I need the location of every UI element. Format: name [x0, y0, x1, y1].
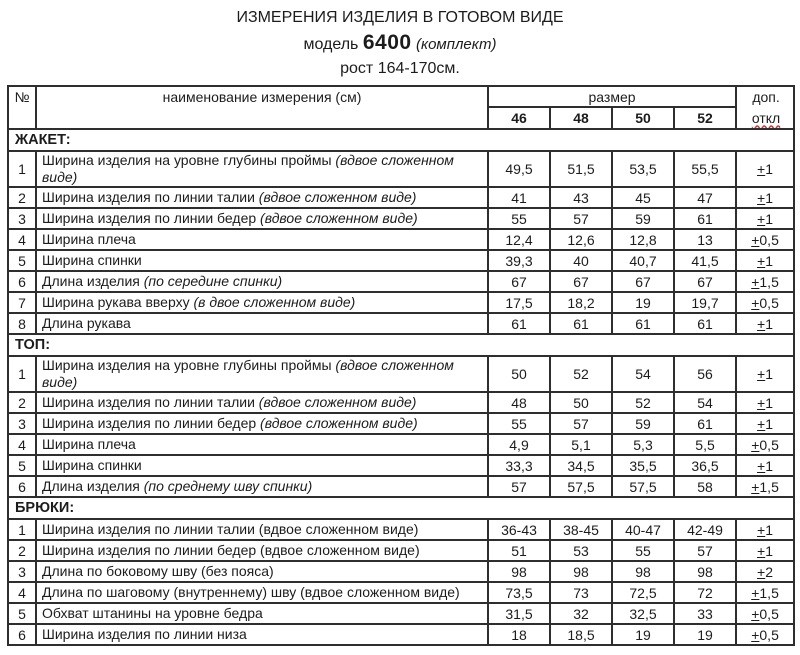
measurement-name-text: Длина изделия: [42, 478, 144, 495]
measurement-name-text: Ширина изделия на уровне глубины проймы: [42, 152, 336, 169]
measurement-name-text: Ширина спинки: [42, 252, 142, 269]
cell-tolerance: +0,5: [736, 624, 794, 645]
cell-tolerance: +1: [736, 208, 794, 229]
cell-tolerance: +0,5: [736, 434, 794, 455]
cell-tolerance: +1,5: [736, 582, 794, 603]
cell-size-value-50: 59: [612, 413, 674, 434]
measurement-name-text: Ширина изделия по линии бедер: [42, 415, 261, 432]
cell-measurement-name: [36, 413, 488, 434]
cell-tolerance: +1: [736, 519, 794, 540]
cell-measurement-name: [36, 292, 488, 313]
cell-size-value-48: 43: [550, 187, 612, 208]
cell-measurement-name: [36, 151, 488, 187]
section-label: ЖАКЕТ:: [8, 129, 794, 151]
cell-row-number: 2: [8, 540, 36, 561]
measurement-name-text: Ширина изделия на уровне глубины проймы: [42, 357, 336, 374]
cell-size-value-46: 55: [488, 413, 550, 434]
table-row: [8, 313, 794, 334]
cell-row-number: 5: [8, 603, 36, 624]
page-title: [0, 0, 800, 80]
table-row: [8, 455, 794, 476]
plus-minus-sign: +: [751, 273, 760, 290]
cell-row-number: 5: [8, 250, 36, 271]
cell-size-value-52: 33: [674, 603, 736, 624]
cell-size-value-50: 57,5: [612, 476, 674, 497]
measurement-name-text: Ширина рукава вверху: [42, 294, 194, 311]
cell-size-value-48: 50: [550, 392, 612, 413]
table-row: [8, 229, 794, 250]
cell-size-value-52: 61: [674, 413, 736, 434]
cell-size-value-50: 19: [612, 624, 674, 645]
cell-size-value-48: 12,6: [550, 229, 612, 250]
cell-size-value-48: 38-45: [550, 519, 612, 540]
plus-minus-sign: +: [757, 563, 766, 580]
table-row: [8, 561, 794, 582]
section-label: ТОП:: [8, 334, 794, 356]
cell-size-value-50: 12,8: [612, 229, 674, 250]
cell-size-value-48: 18,2: [550, 292, 612, 313]
section-row: [8, 497, 794, 519]
table-row: [8, 151, 794, 187]
cell-size-value-52: 55,5: [674, 151, 736, 187]
cell-row-number: 3: [8, 413, 36, 434]
cell-size-value-52: 47: [674, 187, 736, 208]
cell-size-value-52: 19,7: [674, 292, 736, 313]
cell-tolerance: +1: [736, 313, 794, 334]
cell-size-value-50: 40-47: [612, 519, 674, 540]
cell-size-value-48: 5,1: [550, 434, 612, 455]
measurement-name-text: Ширина изделия по линии бедер: [42, 210, 261, 227]
cell-size-value-50: 67: [612, 271, 674, 292]
header-row-1: [8, 86, 794, 107]
cell-measurement-name: [36, 271, 488, 292]
header-tolerance-line1: доп.: [752, 89, 780, 106]
cell-row-number: 1: [8, 151, 36, 187]
cell-size-value-52: 56: [674, 356, 736, 392]
table-row: [8, 292, 794, 313]
cell-size-value-46: 39,3: [488, 250, 550, 271]
table-row: [8, 540, 794, 561]
cell-size-value-46: 18: [488, 624, 550, 645]
measurements-table: [7, 85, 795, 646]
header-size-48: 48: [550, 107, 612, 129]
measurement-name-text: Ширина изделия по линии талии (вдвое сложенном виде): [42, 521, 419, 538]
cell-size-value-48: 67: [550, 271, 612, 292]
cell-size-value-48: 73: [550, 582, 612, 603]
cell-size-value-50: 55: [612, 540, 674, 561]
section-row: [8, 129, 794, 151]
cell-measurement-name: [36, 476, 488, 497]
measurement-name-text: Ширина изделия по линии бедер (вдвое сложенном виде): [42, 542, 420, 559]
plus-minus-sign: +: [757, 366, 766, 383]
cell-tolerance: +1,5: [736, 476, 794, 497]
table-row: [8, 476, 794, 497]
cell-size-value-52: 98: [674, 561, 736, 582]
cell-measurement-name: [36, 624, 488, 645]
cell-measurement-name: [36, 392, 488, 413]
measurement-name-text: Длина по боковому шву (без пояса): [42, 563, 274, 580]
cell-row-number: 5: [8, 455, 36, 476]
model-number: 6400: [362, 31, 412, 55]
header-size: размер: [488, 86, 736, 107]
table-row: [8, 603, 794, 624]
cell-size-value-46: 31,5: [488, 603, 550, 624]
measurement-name-text: Длина рукава: [42, 315, 131, 332]
table-row: [8, 582, 794, 603]
table-row: [8, 434, 794, 455]
table-row: [8, 519, 794, 540]
table-row: [8, 624, 794, 645]
table-row: [8, 250, 794, 271]
cell-size-value-50: 72,5: [612, 582, 674, 603]
cell-tolerance: +1: [736, 455, 794, 476]
cell-tolerance: +0,5: [736, 229, 794, 250]
cell-size-value-50: 54: [612, 356, 674, 392]
table-row: [8, 187, 794, 208]
measurement-name-text: Длина изделия: [42, 273, 144, 290]
cell-row-number: 8: [8, 313, 36, 334]
cell-size-value-46: 4,9: [488, 434, 550, 455]
cell-row-number: 4: [8, 229, 36, 250]
measurement-name-note: (вдвое сложенном виде): [258, 394, 417, 411]
cell-size-value-50: 19: [612, 292, 674, 313]
cell-tolerance: +1: [736, 540, 794, 561]
measurement-name-note: (по середине спинки): [143, 273, 283, 290]
cell-row-number: 2: [8, 392, 36, 413]
cell-size-value-48: 34,5: [550, 455, 612, 476]
cell-tolerance: +2: [736, 561, 794, 582]
cell-size-value-50: 98: [612, 561, 674, 582]
cell-measurement-name: [36, 313, 488, 334]
measurement-name-note: (вдвое сложенном виде): [258, 189, 417, 206]
cell-measurement-name: [36, 603, 488, 624]
cell-tolerance: +1: [736, 151, 794, 187]
plus-minus-sign: +: [757, 252, 766, 269]
cell-size-value-48: 32: [550, 603, 612, 624]
measurement-name-text: Длина по шаговому (внутреннему) шву (вдвое сложенном виде): [42, 584, 460, 601]
cell-size-value-52: 5,5: [674, 434, 736, 455]
cell-measurement-name: [36, 229, 488, 250]
plus-minus-sign: +: [751, 605, 760, 622]
cell-size-value-46: 73,5: [488, 582, 550, 603]
cell-measurement-name: [36, 434, 488, 455]
cell-size-value-50: 45: [612, 187, 674, 208]
table-row: [8, 208, 794, 229]
cell-size-value-52: 13: [674, 229, 736, 250]
cell-size-value-48: 52: [550, 356, 612, 392]
plus-minus-sign: +: [751, 478, 760, 495]
cell-size-value-52: 54: [674, 392, 736, 413]
cell-size-value-48: 57,5: [550, 476, 612, 497]
title-model-line: [0, 29, 800, 58]
cell-size-value-52: 42-49: [674, 519, 736, 540]
section-label: БРЮКИ:: [8, 497, 794, 519]
plus-minus-sign: +: [751, 584, 760, 601]
plus-minus-sign: +: [757, 394, 766, 411]
measurement-name-text: Ширина изделия по линии низа: [42, 626, 247, 643]
measurement-name-note: (вдвое сложенном виде): [42, 357, 454, 391]
table-row: [8, 413, 794, 434]
cell-tolerance: +0,5: [736, 292, 794, 313]
cell-size-value-46: 55: [488, 208, 550, 229]
cell-size-value-52: 61: [674, 313, 736, 334]
measurement-name-note: (по среднему шву спинки): [143, 478, 313, 495]
cell-size-value-50: 53,5: [612, 151, 674, 187]
cell-size-value-50: 52: [612, 392, 674, 413]
cell-size-value-52: 57: [674, 540, 736, 561]
cell-row-number: 3: [8, 561, 36, 582]
plus-minus-sign: +: [757, 542, 766, 559]
plus-minus-sign: +: [757, 315, 766, 332]
plus-minus-sign: +: [751, 436, 760, 453]
cell-tolerance: +1: [736, 250, 794, 271]
title-height-range: рост 164-170см.: [340, 60, 460, 78]
cell-size-value-46: 12,4: [488, 229, 550, 250]
cell-size-value-52: 61: [674, 208, 736, 229]
cell-tolerance: +1: [736, 392, 794, 413]
cell-size-value-46: 36-43: [488, 519, 550, 540]
cell-size-value-48: 61: [550, 313, 612, 334]
plus-minus-sign: +: [757, 210, 766, 227]
cell-size-value-50: 5,3: [612, 434, 674, 455]
measurement-name-note: (вдвое сложенном виде): [260, 210, 418, 227]
cell-size-value-50: 35,5: [612, 455, 674, 476]
header-tolerance: [736, 86, 794, 129]
measurement-name-text: Ширина плеча: [42, 436, 136, 453]
cell-size-value-48: 57: [550, 208, 612, 229]
measurement-name-note: (в двое сложенном виде): [193, 294, 356, 311]
cell-size-value-48: 98: [550, 561, 612, 582]
header-size-50: 50: [612, 107, 674, 129]
cell-size-value-46: 98: [488, 561, 550, 582]
cell-size-value-46: 57: [488, 476, 550, 497]
cell-size-value-48: 18,5: [550, 624, 612, 645]
plus-minus-sign: +: [751, 294, 760, 311]
cell-measurement-name: [36, 519, 488, 540]
cell-row-number: 2: [8, 187, 36, 208]
cell-row-number: 6: [8, 624, 36, 645]
cell-size-value-46: 48: [488, 392, 550, 413]
cell-size-value-50: 59: [612, 208, 674, 229]
table-row: [8, 392, 794, 413]
cell-row-number: 4: [8, 582, 36, 603]
cell-measurement-name: [36, 582, 488, 603]
cell-tolerance: +0,5: [736, 603, 794, 624]
cell-measurement-name: [36, 356, 488, 392]
cell-row-number: 4: [8, 434, 36, 455]
measurement-name-text: Ширина спинки: [42, 457, 142, 474]
table-row: [8, 271, 794, 292]
section-row: [8, 334, 794, 356]
cell-measurement-name: [36, 455, 488, 476]
plus-minus-sign: +: [757, 415, 766, 432]
cell-size-value-52: 58: [674, 476, 736, 497]
cell-size-value-50: 61: [612, 313, 674, 334]
cell-size-value-48: 40: [550, 250, 612, 271]
cell-row-number: 1: [8, 356, 36, 392]
cell-measurement-name: [36, 187, 488, 208]
header-num: №: [8, 86, 36, 129]
cell-size-value-48: 57: [550, 413, 612, 434]
cell-size-value-50: 32,5: [612, 603, 674, 624]
cell-size-value-46: 41: [488, 187, 550, 208]
cell-size-value-46: 67: [488, 271, 550, 292]
cell-measurement-name: [36, 250, 488, 271]
header-size-52: 52: [674, 107, 736, 129]
cell-size-value-48: 53: [550, 540, 612, 561]
header-measurement-name: наименование измерения (см): [36, 86, 488, 129]
model-label: модель: [303, 36, 359, 54]
cell-measurement-name: [36, 561, 488, 582]
cell-size-value-52: 36,5: [674, 455, 736, 476]
measurement-name-text: Ширина плеча: [42, 231, 136, 248]
cell-size-value-52: 67: [674, 271, 736, 292]
measurement-name-text: Ширина изделия по линии талии: [42, 189, 259, 206]
cell-row-number: 7: [8, 292, 36, 313]
plus-minus-sign: +: [757, 161, 766, 178]
cell-row-number: 3: [8, 208, 36, 229]
cell-size-value-46: 51: [488, 540, 550, 561]
cell-measurement-name: [36, 540, 488, 561]
cell-tolerance: +1,5: [736, 271, 794, 292]
cell-row-number: 1: [8, 519, 36, 540]
plus-minus-sign: +: [757, 189, 766, 206]
model-kit-note: (комплект): [416, 36, 497, 54]
plus-minus-sign: +: [751, 231, 760, 248]
cell-size-value-46: 50: [488, 356, 550, 392]
cell-size-value-52: 19: [674, 624, 736, 645]
cell-size-value-52: 41,5: [674, 250, 736, 271]
cell-row-number: 6: [8, 476, 36, 497]
cell-size-value-46: 49,5: [488, 151, 550, 187]
plus-minus-sign: +: [757, 521, 766, 538]
header-tolerance-line2: откл: [751, 109, 781, 126]
cell-measurement-name: [36, 208, 488, 229]
cell-tolerance: +1: [736, 413, 794, 434]
measurement-name-text: Обхват штанины на уровне бедра: [42, 605, 263, 622]
cell-tolerance: +1: [736, 187, 794, 208]
cell-size-value-50: 40,7: [612, 250, 674, 271]
title-main: ИЗМЕРЕНИЯ ИЗДЕЛИЯ В ГОТОВОМ ВИДЕ: [236, 9, 564, 26]
cell-row-number: 6: [8, 271, 36, 292]
table-row: [8, 356, 794, 392]
cell-size-value-46: 33,3: [488, 455, 550, 476]
plus-minus-sign: +: [757, 457, 766, 474]
header-size-46: 46: [488, 107, 550, 129]
plus-minus-sign: +: [751, 626, 760, 643]
cell-size-value-46: 17,5: [488, 292, 550, 313]
cell-size-value-48: 51,5: [550, 151, 612, 187]
cell-tolerance: +1: [736, 356, 794, 392]
table-body: [8, 129, 794, 645]
measurement-name-text: Ширина изделия по линии талии: [42, 394, 259, 411]
cell-size-value-46: 61: [488, 313, 550, 334]
measurement-name-note: (вдвое сложенном виде): [260, 415, 418, 432]
measurement-name-note: (вдвое сложенном виде): [42, 152, 454, 186]
cell-size-value-52: 72: [674, 582, 736, 603]
